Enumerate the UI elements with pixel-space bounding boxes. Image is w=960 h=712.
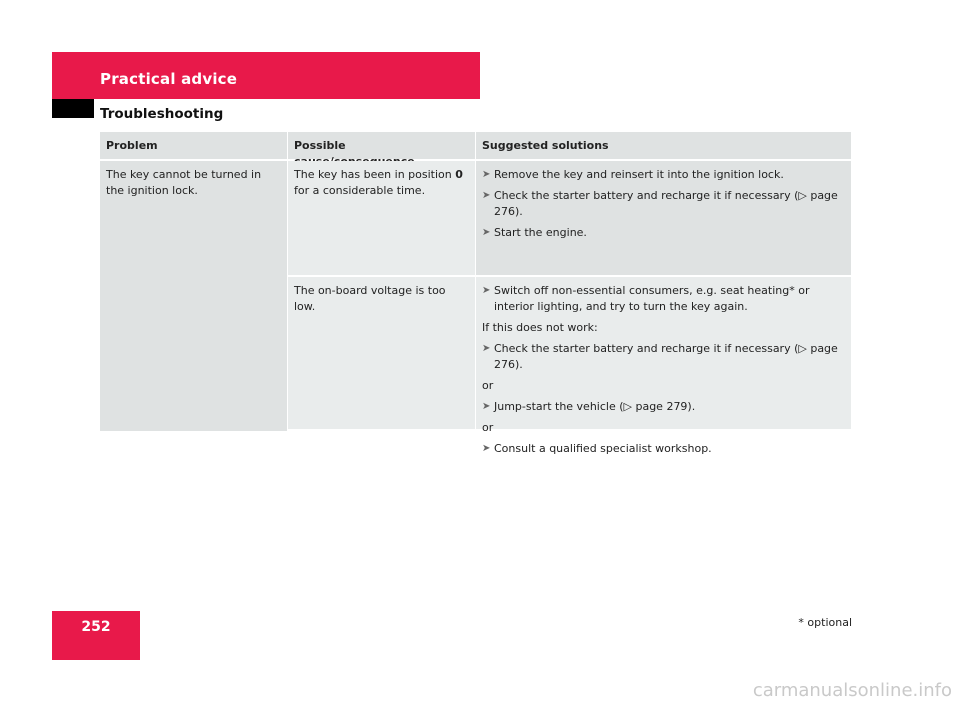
solution-text: Consult a qualified specialist workshop. <box>494 442 712 455</box>
troubleshooting-table <box>100 132 851 455</box>
list-item <box>482 188 845 220</box>
solution-text: Jump-start the vehicle (▷ page 279). <box>494 400 696 413</box>
list-item <box>482 283 845 315</box>
cause-solution-block <box>288 161 851 455</box>
watermark: carmanualsonline.info <box>752 680 952 701</box>
list-item <box>482 167 845 183</box>
problem-cell: The key cannot be turned in the ignition lock. <box>100 161 288 431</box>
cause-cell <box>288 161 476 275</box>
note-text: If this does not work: <box>482 321 598 334</box>
arrow-right-icon: ➤ <box>482 401 491 412</box>
arrow-right-icon: ➤ <box>482 285 491 296</box>
page-title: Troubleshooting <box>100 106 224 122</box>
arrow-right-icon: ➤ <box>482 169 491 180</box>
solution-text: Remove the key and reinsert it into the ignition lock. <box>494 168 784 181</box>
position-value: 0 <box>455 168 463 181</box>
solution-text: Check the starter battery and recharge it if necessary (▷ page 276). <box>494 342 838 371</box>
arrow-right-icon: ➤ <box>482 227 491 238</box>
list-item <box>482 225 845 241</box>
cause-text: The key has been in position <box>294 168 456 181</box>
header-cause: Possible <box>288 132 476 159</box>
arrow-right-icon: ➤ <box>482 343 491 354</box>
black-tab-marker <box>52 99 94 118</box>
list-item <box>482 399 845 415</box>
solutions-cell <box>476 277 851 455</box>
list-item <box>482 341 845 373</box>
optional-footnote: * optional <box>798 616 852 629</box>
page-number: 252 <box>81 619 111 635</box>
list-item <box>482 441 845 457</box>
table-body <box>100 161 851 455</box>
table-row <box>288 161 851 277</box>
header-solutions: Suggested solutions <box>482 139 609 152</box>
table-row <box>288 277 851 455</box>
solution-text: Check the starter battery and recharge it if necessary (▷ page 276). <box>494 189 838 218</box>
solution-text: Start the engine. <box>494 226 587 239</box>
arrow-right-icon: ➤ <box>482 190 491 201</box>
solution-text: Switch off non-essential consumers, e.g. seat heating* or interior lighting, and try to turn the key again. <box>494 284 810 313</box>
or-text: or <box>482 379 494 392</box>
arrow-right-icon: ➤ <box>482 443 491 454</box>
or-text: or <box>482 421 494 434</box>
cause-text-end: for a considerable time. <box>294 184 426 197</box>
table-header <box>100 132 851 161</box>
header-problem: Problem <box>100 132 288 159</box>
section-title: Practical advice <box>100 70 238 88</box>
solutions-cell <box>476 161 851 275</box>
cause-cell: The on-board voltage is too low. <box>288 277 476 429</box>
